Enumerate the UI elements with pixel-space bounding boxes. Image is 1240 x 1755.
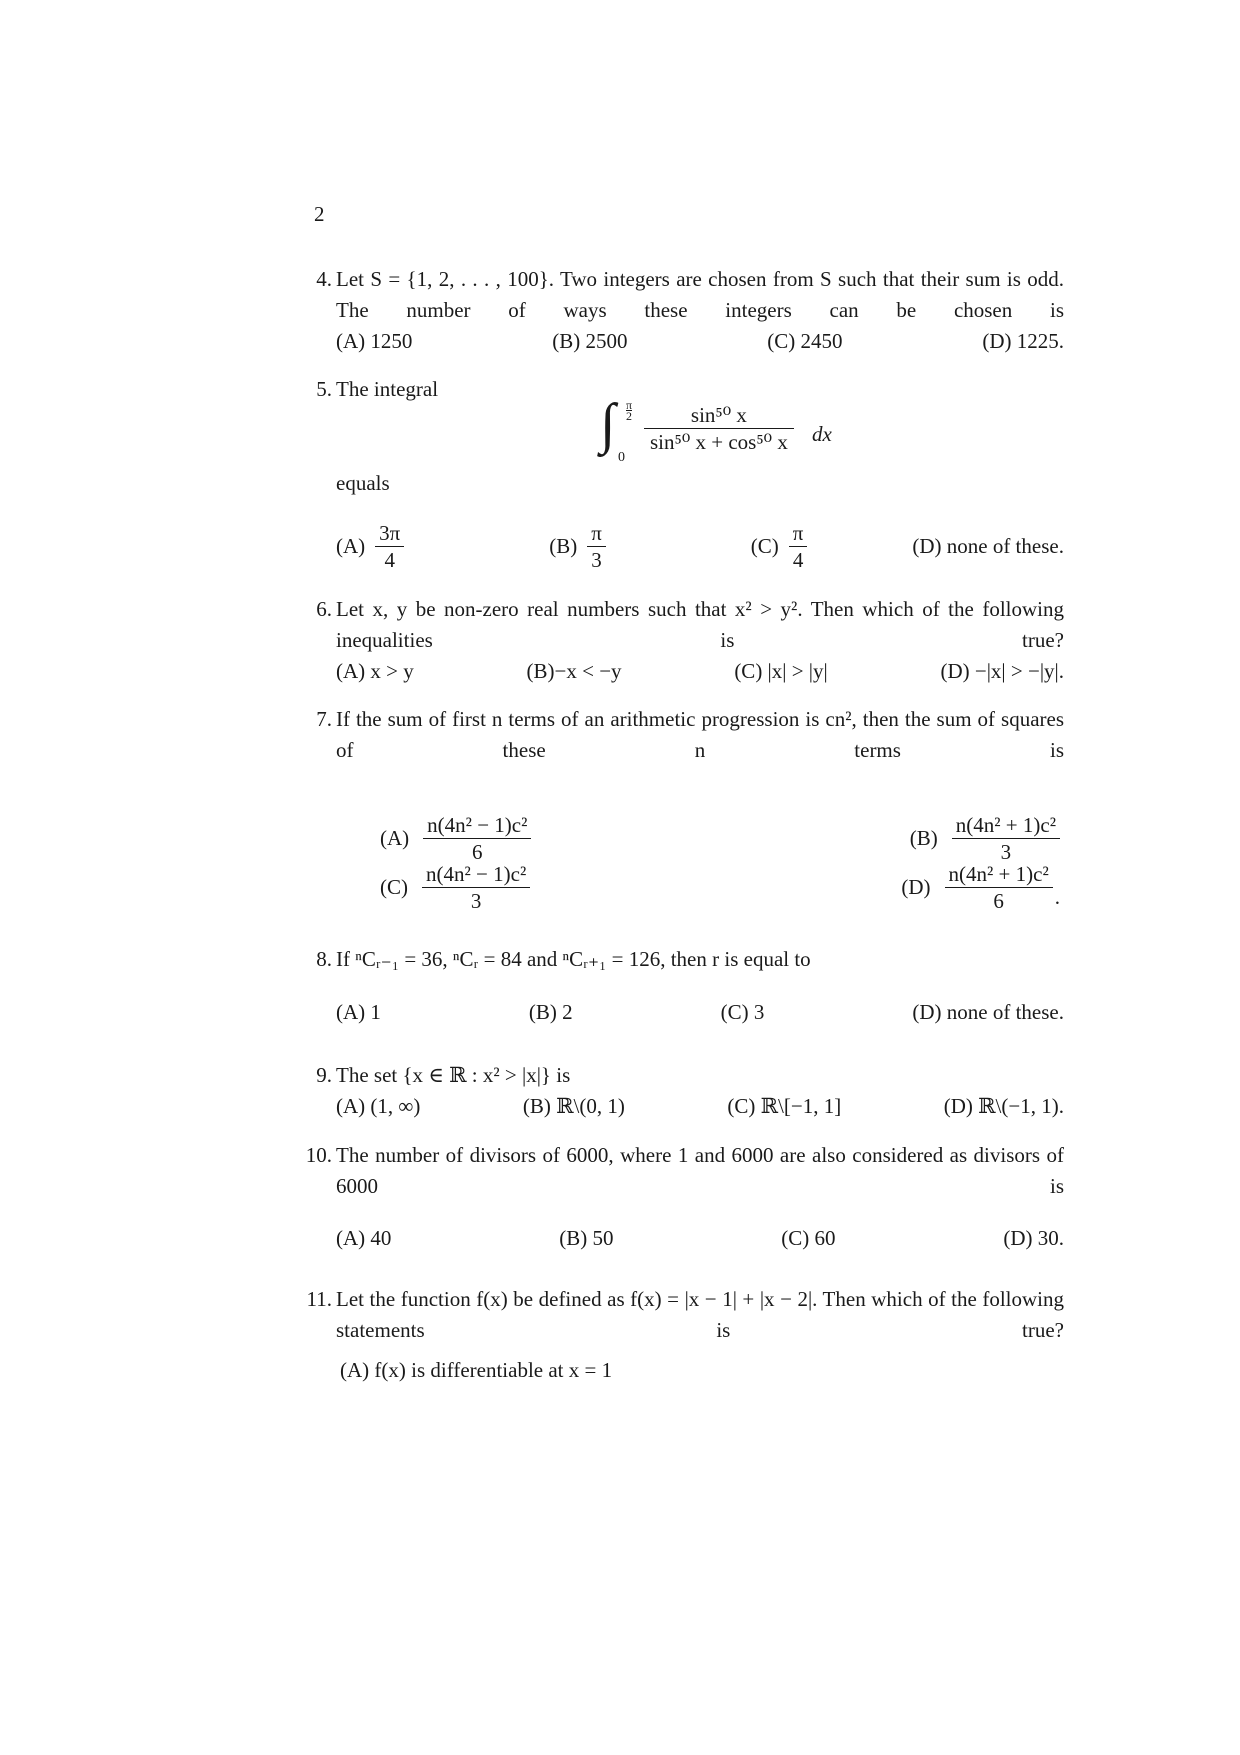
question-stem: The integral xyxy=(336,377,439,401)
question-4 xyxy=(316,264,1064,357)
question-stem: The set {x ∈ ℝ : x² > |x|} is xyxy=(336,1063,571,1087)
integrand-denominator: sin⁵⁰ x + cos⁵⁰ x xyxy=(650,430,788,454)
option-d: (D) 1225. xyxy=(982,329,1064,353)
integral-expression xyxy=(600,393,860,472)
question-number: 11. xyxy=(306,1287,332,1311)
option-d: (D) 30. xyxy=(1003,1226,1064,1250)
question-10 xyxy=(305,1140,1064,1254)
option-d: (D) ℝ\(−1, 1). xyxy=(943,1094,1064,1118)
question-stem: Let the function f(x) be defined as f(x) = |x − 1| + |x − 2|. Then which of the following statements is true? xyxy=(336,1287,1064,1342)
option-b: (B) $\frac{\text{n(4n² + 1)c²}}{3}$ xyxy=(910,812,1060,865)
question-stem-continued: equals xyxy=(336,471,390,495)
option-a: (A) $\frac{3\pi}{4}$ xyxy=(336,520,404,573)
question-number: 4. xyxy=(316,267,332,291)
integrand-numerator: sin⁵⁰ x xyxy=(644,402,794,429)
option-a: (A) x > y xyxy=(336,659,414,683)
option-a: (A) (1, ∞) xyxy=(336,1094,421,1118)
question-number: 6. xyxy=(316,597,332,621)
options-row-1 xyxy=(380,812,1060,865)
question-stem: Let x, y be non-zero real numbers such that x² > y². Then which of the following inequalities is true? xyxy=(336,597,1064,652)
option-b: (B) 2500 xyxy=(552,329,628,353)
option-a: (A) $\frac{\text{n(4n² − 1)c²}}{6}$ xyxy=(380,812,531,865)
option-d: (D) none of these. xyxy=(912,1000,1064,1024)
options-row-2 xyxy=(380,861,1060,914)
question-6 xyxy=(316,594,1064,687)
question-5 xyxy=(316,374,1064,405)
integral-sign: ∫ xyxy=(600,393,616,455)
option-c: (C) 2450 xyxy=(767,329,843,353)
question-number: 10. xyxy=(305,1143,332,1167)
option-a: (A) 1250 xyxy=(336,329,413,353)
question-9 xyxy=(316,1060,1064,1122)
question-5-options xyxy=(336,520,1064,573)
integral-dx: dx xyxy=(812,422,832,446)
options-row xyxy=(336,997,1064,1028)
option-b: (B) 2 xyxy=(528,1000,573,1024)
option-c: (C) 60 xyxy=(781,1226,836,1250)
question-7 xyxy=(316,704,1064,797)
question-stem: If ⁿCᵣ₋₁ = 36, ⁿCᵣ = 84 and ⁿCᵣ₊₁ = 126, then r is equal to xyxy=(336,947,811,971)
option-c: (C) 3 xyxy=(720,1000,765,1024)
question-stem: Let S = {1, 2, . . . , 100}. Two integers are chosen from S such that their sum is odd. The number of ways these integers can be chosen is xyxy=(336,267,1064,322)
option-b: (B) ℝ\(0, 1) xyxy=(522,1094,625,1118)
question-stem: If the sum of first n terms of an arithmetic progression is cn², then the sum of squares of these n terms is xyxy=(336,707,1064,762)
question-number: 5. xyxy=(316,377,332,401)
option-c: (C) $\frac{\pi}{4}$ xyxy=(751,520,808,573)
option-d: (D) none of these. xyxy=(912,534,1064,558)
option-d: (D) $\frac{\text{n(4n² + 1)c²}}{6}$ . xyxy=(901,862,1060,913)
question-5-after xyxy=(336,468,1064,499)
option-a: (A) 1 xyxy=(336,1000,381,1024)
question-8 xyxy=(316,944,1064,1028)
option-c: (C) |x| > |y| xyxy=(734,659,828,683)
integrand-fraction xyxy=(644,402,794,455)
question-stem: The number of divisors of 6000, where 1 and 6000 are also considered as divisors of 6000 is xyxy=(336,1143,1064,1198)
integral-upper-limit: π 2 xyxy=(626,398,633,423)
options-row xyxy=(336,520,1064,573)
options-row xyxy=(336,1091,1064,1122)
question-11 xyxy=(306,1284,1064,1386)
option-a: (A) 40 xyxy=(336,1226,392,1250)
question-number: 7. xyxy=(316,707,332,731)
option-d: (D) −|x| > −|y|. xyxy=(940,659,1064,683)
option-c: (C) $\frac{\text{n(4n² − 1)c²}}{3}$ xyxy=(380,861,530,914)
question-7-options xyxy=(380,812,1060,914)
option-b: (B)−x < −y xyxy=(526,659,622,683)
question-number: 8. xyxy=(316,947,332,971)
option-a: (A) f(x) is differentiable at x = 1 xyxy=(340,1358,613,1382)
end-period: . xyxy=(1054,885,1060,909)
option-b: (B) $\frac{\pi}{3}$ xyxy=(549,520,606,573)
page-number: 2 xyxy=(314,202,325,226)
integral-lower-limit: 0 xyxy=(618,450,625,465)
option-b: (B) 50 xyxy=(559,1226,614,1250)
option-c: (C) ℝ\[−1, 1] xyxy=(727,1094,842,1118)
question-number: 9. xyxy=(316,1063,332,1087)
